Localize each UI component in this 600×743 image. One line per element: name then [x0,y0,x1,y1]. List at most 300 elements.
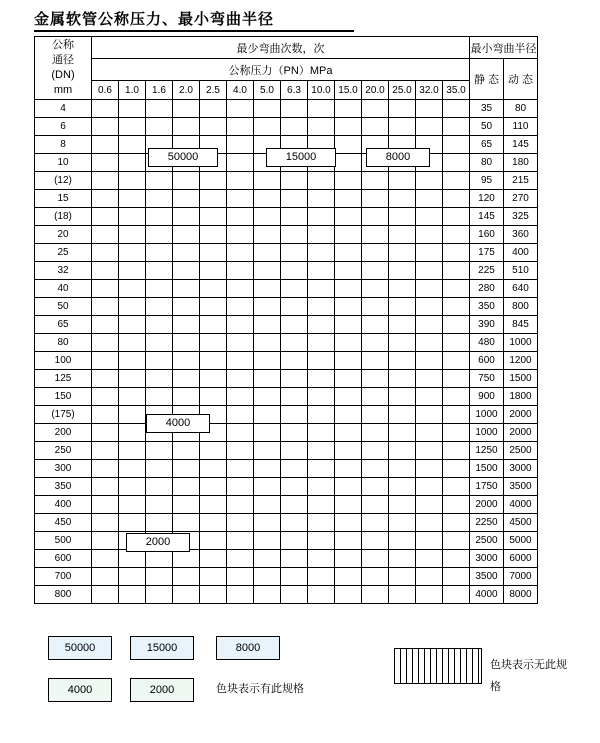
cell-r1-c13 [443,118,470,136]
cell-r18-c12 [416,424,443,442]
cell-r6-c8 [308,208,335,226]
cell-r25-c2 [146,550,173,568]
cell-r4-c7 [281,172,308,190]
cell-r11-c2 [146,298,173,316]
cell-r27-c7 [281,586,308,604]
cell-r6-c13 [443,208,470,226]
cell-r7-c1 [119,226,146,244]
cell-r17-c6 [254,406,281,424]
row-dn: 150 [35,388,92,406]
row-dynamic-radius: 2000 [504,424,538,442]
cell-r15-c1 [119,370,146,388]
cell-r10-c9 [335,280,362,298]
cell-r26-c2 [146,568,173,586]
cell-r6-c3 [173,208,200,226]
row-dn: 300 [35,460,92,478]
cell-r26-c7 [281,568,308,586]
table-row [35,352,538,370]
cell-r4-c13 [443,172,470,190]
cell-r18-c8 [308,424,335,442]
cell-r15-c8 [308,370,335,388]
row-static-radius: 120 [470,190,504,208]
cell-r17-c5 [227,406,254,424]
cell-r20-c8 [308,460,335,478]
row-dynamic-radius: 80 [504,100,538,118]
cell-r18-c0 [92,424,119,442]
cell-r22-c4 [200,496,227,514]
row-dynamic-radius: 145 [504,136,538,154]
row-dn: 700 [35,568,92,586]
cell-r7-c4 [200,226,227,244]
table-row [35,208,538,226]
cell-r6-c6 [254,208,281,226]
cell-r8-c0 [92,244,119,262]
cell-r26-c10 [362,568,389,586]
cell-r24-c4 [200,532,227,550]
cell-r13-c9 [335,334,362,352]
cell-r14-c7 [281,352,308,370]
table-row [35,226,538,244]
row-dn: 25 [35,244,92,262]
cell-r12-c13 [443,316,470,334]
row-static-radius: 900 [470,388,504,406]
cell-r12-c6 [254,316,281,334]
row-dynamic-radius: 640 [504,280,538,298]
row-static-radius: 2500 [470,532,504,550]
cell-r10-c3 [173,280,200,298]
header-pressure-3: 2.0 [173,81,200,100]
row-dynamic-radius: 845 [504,316,538,334]
cell-r15-c13 [443,370,470,388]
row-dynamic-radius: 270 [504,190,538,208]
cell-r26-c11 [389,568,416,586]
row-static-radius: 50 [470,118,504,136]
cell-r26-c12 [416,568,443,586]
cell-r7-c6 [254,226,281,244]
row-dynamic-radius: 3000 [504,460,538,478]
table-row [35,370,538,388]
table-row [35,262,538,280]
cell-r10-c0 [92,280,119,298]
cell-r6-c4 [200,208,227,226]
cell-r7-c11 [389,226,416,244]
row-dn: 500 [35,532,92,550]
table-row [35,118,538,136]
cell-r11-c8 [308,298,335,316]
row-dn: 65 [35,316,92,334]
table-row [35,568,538,586]
cell-r5-c4 [200,190,227,208]
cell-r18-c7 [281,424,308,442]
cell-r22-c10 [362,496,389,514]
cell-r11-c5 [227,298,254,316]
cell-r13-c3 [173,334,200,352]
cell-r24-c0 [92,532,119,550]
header-pressure-11: 25.0 [389,81,416,100]
cell-r26-c0 [92,568,119,586]
cell-r16-c1 [119,388,146,406]
cell-r22-c3 [173,496,200,514]
cell-r17-c10 [362,406,389,424]
cell-r8-c11 [389,244,416,262]
cell-r13-c1 [119,334,146,352]
cell-r8-c9 [335,244,362,262]
cell-r0-c13 [443,100,470,118]
cell-r1-c9 [335,118,362,136]
row-dn: 125 [35,370,92,388]
cell-r8-c8 [308,244,335,262]
row-static-radius: 750 [470,370,504,388]
cell-r27-c13 [443,586,470,604]
table-row [35,586,538,604]
cell-r7-c0 [92,226,119,244]
row-dynamic-radius: 3500 [504,478,538,496]
cell-r11-c11 [389,298,416,316]
cell-r0-c2 [146,100,173,118]
row-static-radius: 1000 [470,406,504,424]
cell-r4-c10 [362,172,389,190]
cell-r25-c8 [308,550,335,568]
cell-r24-c11 [389,532,416,550]
row-static-radius: 600 [470,352,504,370]
row-dynamic-radius: 2000 [504,406,538,424]
cell-r21-c3 [173,478,200,496]
header-bend-count: 最少弯曲次数，次 [92,37,470,59]
cell-r11-c1 [119,298,146,316]
cell-r5-c5 [227,190,254,208]
legend-item-2000: 2000 [130,678,194,702]
row-static-radius: 225 [470,262,504,280]
cell-r27-c11 [389,586,416,604]
cell-r16-c2 [146,388,173,406]
cell-r8-c2 [146,244,173,262]
cell-r18-c5 [227,424,254,442]
cell-r4-c5 [227,172,254,190]
cell-r8-c1 [119,244,146,262]
cell-r22-c1 [119,496,146,514]
cell-r14-c4 [200,352,227,370]
cell-r12-c2 [146,316,173,334]
cell-r10-c2 [146,280,173,298]
cell-r15-c7 [281,370,308,388]
cell-r12-c12 [416,316,443,334]
cell-r22-c8 [308,496,335,514]
cell-r7-c12 [416,226,443,244]
cell-r27-c5 [227,586,254,604]
cell-r18-c9 [335,424,362,442]
cell-r12-c4 [200,316,227,334]
cell-r24-c12 [416,532,443,550]
cell-r9-c11 [389,262,416,280]
cell-r15-c9 [335,370,362,388]
table-row [35,532,538,550]
cell-r5-c11 [389,190,416,208]
cell-r12-c9 [335,316,362,334]
table-row [35,298,538,316]
cell-r17-c11 [389,406,416,424]
cell-r10-c5 [227,280,254,298]
row-dynamic-radius: 510 [504,262,538,280]
cell-r23-c5 [227,514,254,532]
cell-r10-c13 [443,280,470,298]
cell-r9-c0 [92,262,119,280]
cell-r7-c5 [227,226,254,244]
cell-r10-c6 [254,280,281,298]
cell-r27-c12 [416,586,443,604]
cell-r14-c11 [389,352,416,370]
cell-r1-c1 [119,118,146,136]
cell-r13-c8 [308,334,335,352]
cell-r20-c10 [362,460,389,478]
cell-r27-c1 [119,586,146,604]
cell-r4-c4 [200,172,227,190]
cell-r25-c6 [254,550,281,568]
cell-r5-c9 [335,190,362,208]
cell-r11-c10 [362,298,389,316]
cell-r8-c6 [254,244,281,262]
cell-r0-c6 [254,100,281,118]
cell-r12-c10 [362,316,389,334]
cell-r18-c13 [443,424,470,442]
cell-r26-c13 [443,568,470,586]
cell-r7-c9 [335,226,362,244]
header-pressure-9: 15.0 [335,81,362,100]
row-static-radius: 2000 [470,496,504,514]
cell-r7-c3 [173,226,200,244]
row-static-radius: 2250 [470,514,504,532]
cell-r19-c7 [281,442,308,460]
cell-r27-c10 [362,586,389,604]
cell-r7-c10 [362,226,389,244]
cell-r21-c8 [308,478,335,496]
header-pressure-13: 35.0 [443,81,470,100]
cell-r3-c9 [335,154,362,172]
cell-r20-c11 [389,460,416,478]
cell-r11-c4 [200,298,227,316]
row-dynamic-radius: 1500 [504,370,538,388]
cell-r4-c6 [254,172,281,190]
row-dn: 15 [35,190,92,208]
callout-8000: 8000 [366,148,430,167]
cell-r16-c12 [416,388,443,406]
cell-r19-c4 [200,442,227,460]
cell-r25-c3 [173,550,200,568]
cell-r0-c8 [308,100,335,118]
row-static-radius: 65 [470,136,504,154]
cell-r5-c7 [281,190,308,208]
cell-r13-c13 [443,334,470,352]
cell-r2-c0 [92,136,119,154]
cell-r19-c9 [335,442,362,460]
row-dn: 450 [35,514,92,532]
legend-item-15000: 15000 [130,636,194,660]
cell-r14-c8 [308,352,335,370]
legend-item-50000: 50000 [48,636,112,660]
row-dynamic-radius: 4000 [504,496,538,514]
cell-r19-c5 [227,442,254,460]
cell-r11-c3 [173,298,200,316]
cell-r14-c0 [92,352,119,370]
cell-r24-c6 [254,532,281,550]
row-dn: 32 [35,262,92,280]
cell-r18-c6 [254,424,281,442]
row-static-radius: 95 [470,172,504,190]
cell-r0-c12 [416,100,443,118]
header-pressure-12: 32.0 [416,81,443,100]
cell-r24-c10 [362,532,389,550]
cell-r16-c5 [227,388,254,406]
cell-r14-c9 [335,352,362,370]
cell-r20-c0 [92,460,119,478]
legend-item-4000: 4000 [48,678,112,702]
cell-r23-c7 [281,514,308,532]
page-title: 金属软管公称压力、最小弯曲半径 [34,12,275,28]
cell-r21-c1 [119,478,146,496]
cell-r23-c9 [335,514,362,532]
cell-r8-c13 [443,244,470,262]
cell-r13-c11 [389,334,416,352]
row-dn: 200 [35,424,92,442]
cell-r13-c4 [200,334,227,352]
row-static-radius: 3000 [470,550,504,568]
row-dn: 4 [35,100,92,118]
cell-r14-c6 [254,352,281,370]
row-static-radius: 1000 [470,424,504,442]
cell-r20-c4 [200,460,227,478]
cell-r22-c9 [335,496,362,514]
table-row [35,478,538,496]
cell-r2-c13 [443,136,470,154]
cell-r8-c4 [200,244,227,262]
cell-r18-c10 [362,424,389,442]
cell-r0-c10 [362,100,389,118]
cell-r7-c8 [308,226,335,244]
row-dn: 50 [35,298,92,316]
cell-r21-c0 [92,478,119,496]
cell-r0-c4 [200,100,227,118]
table-row [35,514,538,532]
table-row [35,316,538,334]
cell-r6-c10 [362,208,389,226]
cell-r22-c0 [92,496,119,514]
cell-r9-c5 [227,262,254,280]
row-static-radius: 175 [470,244,504,262]
cell-r21-c11 [389,478,416,496]
table-row [35,424,538,442]
cell-r17-c13 [443,406,470,424]
row-dynamic-radius: 1200 [504,352,538,370]
cell-r12-c0 [92,316,119,334]
row-static-radius: 1750 [470,478,504,496]
header-dn: 公称 通径 (DN) mm [35,37,92,100]
header-min-radius: 最小弯曲半径 [470,37,538,59]
row-dynamic-radius: 180 [504,154,538,172]
cell-r0-c11 [389,100,416,118]
cell-r9-c2 [146,262,173,280]
cell-r23-c8 [308,514,335,532]
cell-r2-c9 [335,136,362,154]
cell-r8-c12 [416,244,443,262]
row-dn: 80 [35,334,92,352]
cell-r11-c9 [335,298,362,316]
cell-r27-c9 [335,586,362,604]
title-underline [34,30,354,32]
cell-r4-c1 [119,172,146,190]
row-dynamic-radius: 8000 [504,586,538,604]
cell-r5-c6 [254,190,281,208]
row-dn: (12) [35,172,92,190]
cell-r16-c3 [173,388,200,406]
cell-r16-c6 [254,388,281,406]
cell-r5-c10 [362,190,389,208]
cell-r27-c2 [146,586,173,604]
header-static: 静 态 [470,59,504,100]
cell-r20-c9 [335,460,362,478]
cell-r27-c3 [173,586,200,604]
cell-r15-c11 [389,370,416,388]
cell-r12-c8 [308,316,335,334]
cell-r1-c3 [173,118,200,136]
cell-r22-c6 [254,496,281,514]
row-static-radius: 1250 [470,442,504,460]
cell-r17-c8 [308,406,335,424]
cell-r20-c5 [227,460,254,478]
row-static-radius: 350 [470,298,504,316]
cell-r3-c13 [443,154,470,172]
row-static-radius: 3500 [470,568,504,586]
cell-r6-c0 [92,208,119,226]
table-row [35,442,538,460]
row-dynamic-radius: 7000 [504,568,538,586]
cell-r1-c5 [227,118,254,136]
cell-r6-c11 [389,208,416,226]
cell-r0-c7 [281,100,308,118]
cell-r12-c1 [119,316,146,334]
cell-r10-c8 [308,280,335,298]
cell-r19-c3 [173,442,200,460]
cell-r4-c0 [92,172,119,190]
table-row [35,406,538,424]
row-dn: 100 [35,352,92,370]
cell-r6-c12 [416,208,443,226]
cell-r25-c9 [335,550,362,568]
cell-r4-c11 [389,172,416,190]
cell-r9-c7 [281,262,308,280]
cell-r17-c9 [335,406,362,424]
cell-r6-c5 [227,208,254,226]
row-dynamic-radius: 400 [504,244,538,262]
cell-r25-c13 [443,550,470,568]
cell-r1-c0 [92,118,119,136]
cell-r10-c11 [389,280,416,298]
cell-r3-c1 [119,154,146,172]
cell-r24-c8 [308,532,335,550]
header-pressure-4: 2.5 [200,81,227,100]
callout-4000: 4000 [146,414,210,433]
cell-r1-c6 [254,118,281,136]
header-pressure-5: 4.0 [227,81,254,100]
cell-r20-c1 [119,460,146,478]
cell-r3-c5 [227,154,254,172]
table-row [35,172,538,190]
cell-r24-c13 [443,532,470,550]
cell-r9-c6 [254,262,281,280]
cell-r9-c12 [416,262,443,280]
row-static-radius: 80 [470,154,504,172]
cell-r25-c12 [416,550,443,568]
cell-r16-c11 [389,388,416,406]
row-static-radius: 145 [470,208,504,226]
